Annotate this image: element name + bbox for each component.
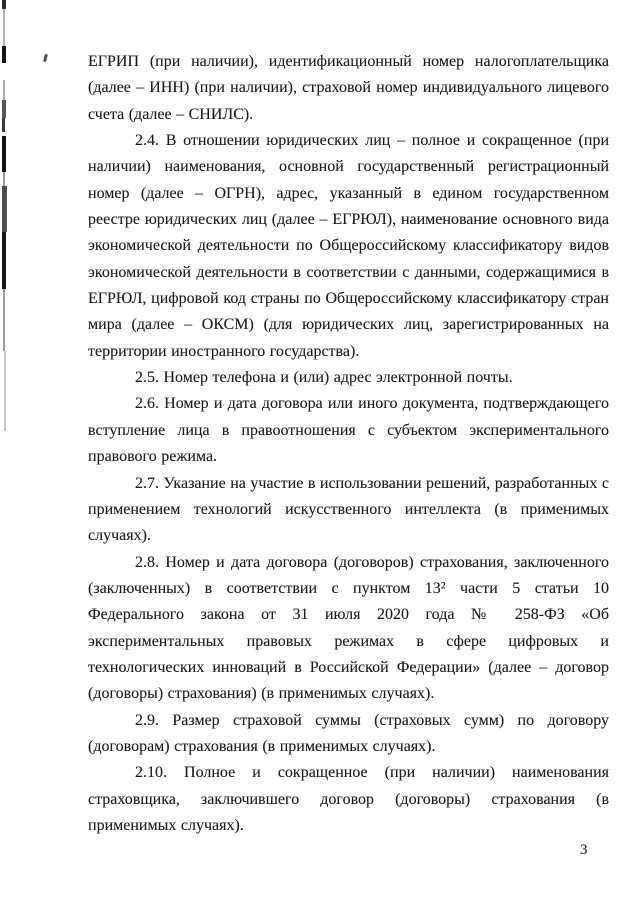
scan-artifact-line-segment (2, 118, 5, 132)
scan-artifact-line-segment (2, 232, 6, 289)
paragraph-2-5: 2.5. Номер телефона и (или) адрес электронной почты. (135, 369, 513, 387)
paragraph-2-7: 2.7. Указание на участие в использовании решений, разработанных с применением технологий искусственного интеллекта (в применимых случаях). (88, 474, 609, 545)
scan-artifact-line-segment (4, 351, 6, 431)
scan-artifact-line-segment (2, 0, 6, 9)
paragraph-2-8: 2.8. Номер и дата договора (договоров) страхования, заключенного (заключенных) в соответствии с пунктом 13² части 5 статьи 10 Федерального закона от 31 июля 2020 года № 258-ФЗ «Об экспериментальных правовых режимах в сфере цифровых и технологических инноваций в Российской Федерации» (далее – договор (договоры) страхования) (в применимых случаях). (88, 553, 609, 703)
scan-artifact-line-segment (2, 186, 7, 232)
paragraph-2-10: 2.10. Полное и сокращенное (при наличии) наименования страховщика, заключившего договор (договоры) страхования (в применимых случаях). (88, 764, 609, 834)
scan-artifact-line-segment (2, 100, 6, 118)
document-text-block (88, 49, 609, 839)
paragraph-continuation: ЕГРИП (при наличии), идентификационный номер налогоплательщика (далее – ИНН) (при наличии), страховой номер индивидуального лицевого счета (далее – СНИЛС). (88, 53, 609, 123)
scan-artifact-line-segment (2, 136, 6, 172)
paragraph-2-4: 2.4. В отношении юридических лиц – полное и сокращенное (при наличии) наименования, основной государственный регистрационный номер (далее – ОГРН), адрес, указанный в едином государственном реестре юридических лиц (далее – ЕГРЮЛ), наименование основного вида экономической деятельности по Общероссийскому классификатору видов экономической деятельности в соответствии с данными, содержащимися в ЕГРЮЛ, цифровой код страны по Общероссийскому классификатору стран мира (далее – ОКСМ) (для юридических лиц, зарегистрированных на территории иностранного государства). (88, 132, 609, 360)
scan-artifact-line-segment (2, 46, 6, 63)
scan-artifact-line-segment (3, 80, 5, 100)
paragraph-2-9: 2.9. Размер страховой суммы (страховых сумм) по договору (договорам) страхования (в применимых случаях). (88, 711, 609, 755)
paragraph-2-6: 2.6. Номер и дата договора или иного документа, подтверждающего вступление лица в правоотношения с субъектом экспериментального правового режима. (88, 395, 609, 466)
scan-artifact-line-segment (3, 172, 5, 186)
scan-artifact-line-segment (3, 9, 5, 46)
scan-artifact-line-segment (3, 289, 5, 351)
scan-speck (43, 54, 48, 62)
page-number: 3 (580, 842, 588, 858)
